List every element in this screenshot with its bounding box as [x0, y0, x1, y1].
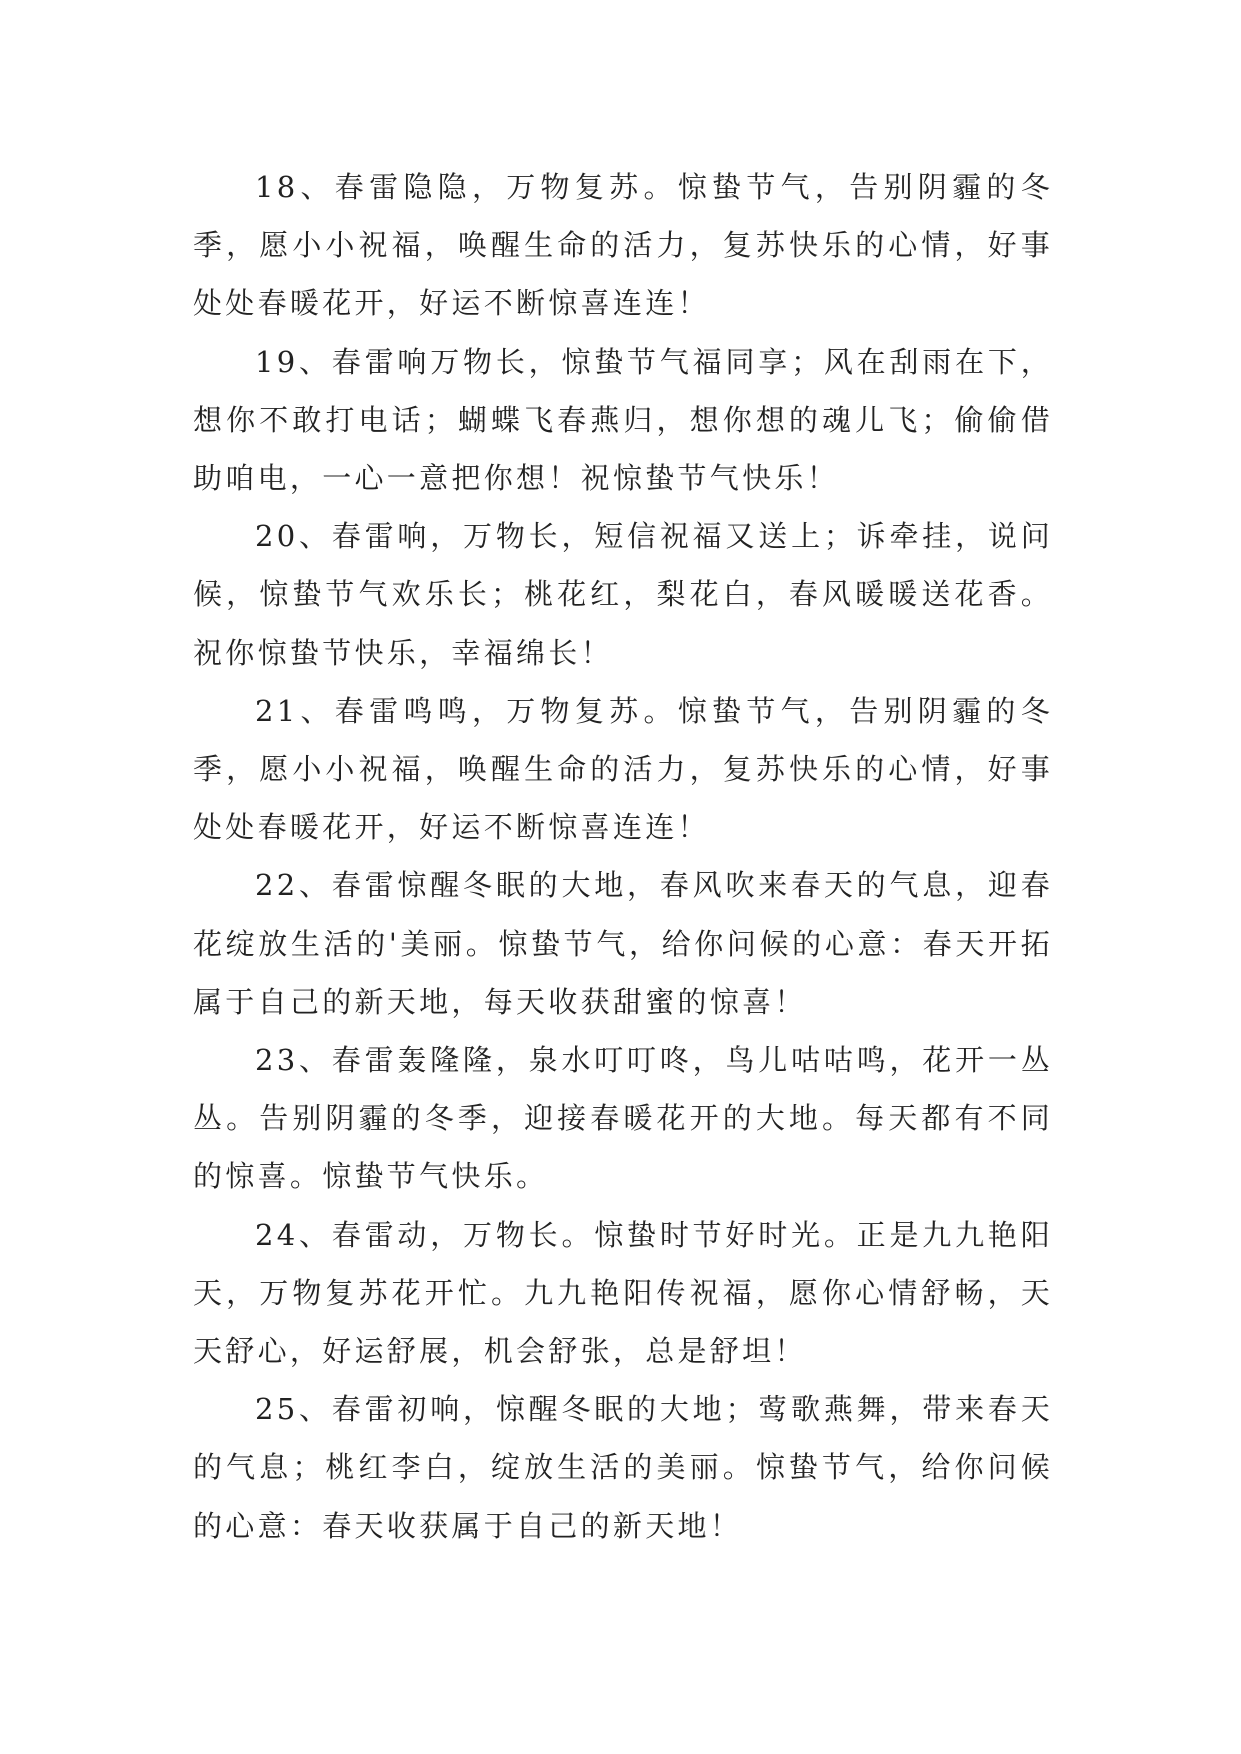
paragraph [193, 333, 1053, 508]
paragraph [193, 507, 1053, 682]
paragraph-line: 24、春雷动，万物长。惊蛰时节好时光。正是九九艳阳 [255, 1217, 1053, 1252]
paragraph-line: 愿小小祝福，唤醒生命的活力，复苏快乐的心情，好事处处 [193, 752, 1053, 845]
paragraph-line: 22、春雷惊醒冬眠的大地，春风吹来春天的气息，迎春 [255, 868, 1053, 903]
paragraph [193, 1031, 1053, 1206]
paragraph-line: 春暖花开，好运不断惊喜连连！ [257, 810, 710, 845]
paragraph-line: 的气息；桃红李白，绽放生活的美丽。惊蛰节气，给你问候 [193, 1450, 1053, 1485]
paragraph-line: 想你不敢打电话；蝴蝶飞春燕归，想你想的魂儿飞；偷偷借 [193, 402, 1053, 437]
paragraph-line: 拓属于自己的新天地，每天收获甜蜜的惊喜！ [193, 926, 1053, 1019]
paragraph-line: 天，万物复苏花开忙。九九艳阳传祝福，愿你心情舒畅，天 [193, 1275, 1053, 1310]
paragraph-line: 愿小小祝福，唤醒生命的活力，复苏快乐的心情，好事处处 [193, 228, 1053, 321]
paragraph-line: 25、春雷初响，惊醒冬眠的大地；莺歌燕舞，带来春天 [255, 1392, 1053, 1427]
paragraph-line: 19、春雷响万物长，惊蛰节气福同享；风在刮雨在下， [255, 344, 1053, 379]
paragraph [193, 1380, 1053, 1555]
paragraph-line: 18、春雷隐隐，万物复苏。惊蛰节气，告别阴霾的冬季， [193, 170, 1053, 263]
paragraph-line: 花绽放生活的'美丽。惊蛰节气，给你问候的心意：春天开 [193, 926, 1021, 961]
paragraph-line: 祝你惊蛰节快乐，幸福绵长！ [193, 635, 613, 670]
paragraph-line: 助咱电，一心一意把你想！祝惊蛰节气快乐！ [193, 461, 840, 496]
paragraph [193, 158, 1053, 333]
paragraph-line: 的惊喜。惊蛰节气快乐。 [193, 1159, 549, 1194]
paragraph-line: 23、春雷轰隆隆，泉水叮叮咚，鸟儿咕咕鸣，花开一丛 [255, 1043, 1053, 1078]
paragraph-line: 天舒心，好运舒展，机会舒张，总是舒坦！ [193, 1334, 807, 1369]
paragraph-line: 21、春雷鸣鸣，万物复苏。惊蛰节气，告别阴霾的冬季， [193, 693, 1053, 787]
paragraph [193, 856, 1053, 1031]
document-body [193, 158, 1053, 1555]
paragraph-line: 20、春雷响，万物长，短信祝福又送上；诉牵挂，说问 [255, 519, 1053, 554]
paragraph-line: 丛。告别阴霾的冬季，迎接春暖花开的大地。每天都有不同 [193, 1101, 1053, 1136]
paragraph-line: 春暖花开，好运不断惊喜连连！ [257, 286, 710, 321]
paragraph [193, 682, 1053, 857]
paragraph-line: 候，惊蛰节气欢乐长；桃花红，梨花白，春风暖暖送花香。 [193, 577, 1053, 612]
paragraph-line: 的心意：春天收获属于自己的新天地！ [193, 1508, 743, 1543]
paragraph [193, 1206, 1053, 1381]
